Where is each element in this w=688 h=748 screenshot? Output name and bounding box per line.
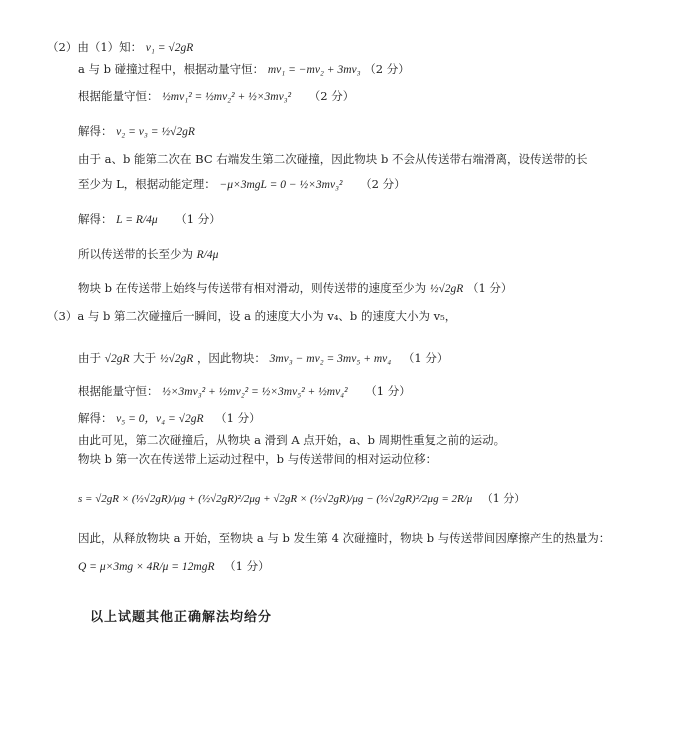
equation-energy: ½mv₁² = ½mv₂² + ½×3mv₃² xyxy=(162,91,292,103)
score: （1 分） xyxy=(402,351,449,365)
equation-v4-v5: v₅ = 0，v₄ = √2gR xyxy=(116,413,204,425)
equation-root: √2gR xyxy=(104,353,130,365)
line-4: 解得： v₂ = v₃ = ½√2gR xyxy=(78,124,195,138)
line-15: 物块 b 第一次在传送带上运动过程中，b 与传送带间的相对运动位移： xyxy=(78,452,438,466)
equation-displacement: s = √2gR × (½√2gR)/μg + (½√2gR)²/2μg + √2gR × (½√2gR)/μg − (½√2gR)²/2μg = 2R/μ xyxy=(78,493,473,505)
score: （1 分） xyxy=(175,212,221,226)
equation-work-energy: −μ×3mgL = 0 − ½×3mv₃² xyxy=(219,179,343,191)
score: （1 分） xyxy=(215,411,261,425)
line-7: 解得： L = R/4μ （1 分） xyxy=(78,212,221,226)
score: （2 分） xyxy=(360,177,406,191)
score: （1 分） xyxy=(365,384,411,398)
equation-momentum-2: 3mv₃ − mv₂ = 3mv₅ + mv₄ xyxy=(269,353,392,365)
score: （2 分） xyxy=(364,62,410,76)
line-2: a 与 b 碰撞过程中，根据动量守恒： mv₁ = −mv₂ + 3mv₃ （2 分） xyxy=(78,62,410,76)
score: （1 分） xyxy=(481,492,526,505)
line-17: 因此，从释放物块 a 开始，至物块 a 与 b 发生第 4 次碰撞时，物块 b 与传送带间因摩擦产生的热量为： xyxy=(78,531,611,545)
line-9: 物块 b 在传送带上始终与传送带有相对滑动，则传送带的速度至少为 ½√2gR （1 分） xyxy=(78,281,513,295)
line-16 xyxy=(78,492,525,506)
line-13: 解得： v₅ = 0，v₄ = √2gR （1 分） xyxy=(78,411,261,425)
equation-min-length: R/4μ xyxy=(196,249,219,261)
score: （2 分） xyxy=(308,89,355,103)
score: （1 分） xyxy=(466,281,513,295)
line-18 xyxy=(78,559,270,574)
line-11: 由于 √2gR 大于 ½√2gR ，因此物块： 3mv₃ − mv₂ = 3mv₅ + mv₄ （1 分） xyxy=(78,351,449,365)
line-8: 所以传送带的长至少为 R/4μ xyxy=(78,247,219,261)
line-12: 根据能量守恒： ½×3mv₃² + ½mv₂² = ½×3mv₅² + ½mv₄² （1 分） xyxy=(78,384,411,398)
line-1: （2）由（1）知： v₁ = √2gR xyxy=(47,40,194,54)
line-14: 由此可见，第二次碰撞后，从物块 a 滑到 A 点开始，a、b 周期性重复之前的运动。 xyxy=(78,433,506,447)
line-5: 由于 a、b 能第二次在 BC 右端发生第二次碰撞，因此物块 b 不会从传送带右端滑离，设传送带的长 xyxy=(78,152,588,166)
equation-momentum: mv₁ = −mv₂ + 3mv₃ xyxy=(267,64,361,76)
equation-v2-v3: v₂ = v₃ = ½√2gR xyxy=(116,126,195,138)
equation-L: L = R/4μ xyxy=(116,214,158,226)
line-3: 根据能量守恒： ½mv₁² = ½mv₂² + ½×3mv₃² （2 分） xyxy=(78,89,355,103)
equation-half-root: ½√2gR xyxy=(159,353,194,365)
equation-belt-speed: ½√2gR xyxy=(429,283,464,295)
line-6: 至少为 L，根据动能定理： −μ×3mgL = 0 − ½×3mv₃² （2 分） xyxy=(78,177,406,191)
equation-energy-2: ½×3mv₃² + ½mv₂² = ½×3mv₅² + ½mv₄² xyxy=(162,386,348,398)
score: （1 分） xyxy=(224,559,270,573)
equation-v1: v₁ = √2gR xyxy=(145,42,194,54)
closing-note: 以上试题其他正确解法均给分 xyxy=(90,610,273,625)
equation-heat: Q = μ×3mg × 4R/μ = 12mgR xyxy=(78,561,215,573)
line-10: （3）a 与 b 第二次碰撞后一瞬间，设 a 的速度大小为 v₄、b 的速度大小为 v₅， xyxy=(47,309,457,323)
